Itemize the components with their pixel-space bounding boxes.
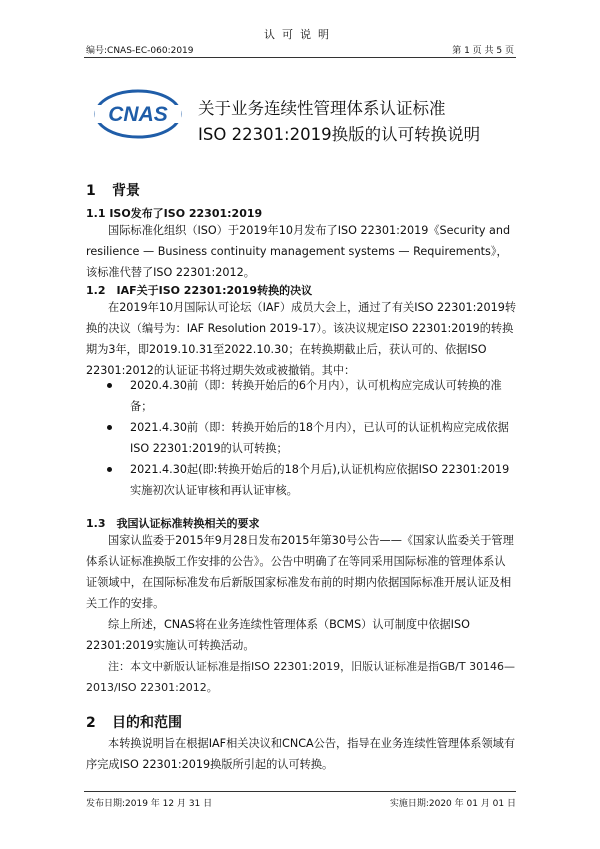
section-2-title: 目的和范围 [112,715,182,731]
bullet-dot [107,425,112,430]
section-1-3-heading: 1.3 我国认证标准转换相关的要求 [86,517,260,530]
bullet-dot [107,383,112,388]
section-1-2-heading: 1.2 IAF关于ISO 22301:2019转换的决议 [86,284,313,297]
section-1-3-paragraph-1: 国家认监委于2015年9月28日发布2015年第30号公告——《国家认监委关于管理体系认证标准换版工作安排的公告》。公告中明确了在等同采用国际标准的管理体系认证领域中，在国际标准发布后新版国家标准发布前的时期内依据国际标准开展认证及相关工作的安排。 [86,534,514,610]
effective-date: 实施日期:2020 年 01 月 01 日 [389,799,516,809]
section-1-2-paragraph: 在2019年10月国际认可论坛（IAF）成员大会上，通过了有关ISO 22301:2019转换的决议（编号为：IAF Resolution 2019-17）。该决议规定ISO 22301:2019的转换期为3年，即2019.10.31至2022.10.30；在转换期截止后，获认可的、依据ISO 22301:2012的认证证书将过期失效或被撤销。其中： [86,301,517,377]
section-1-3-note: 注：本文中新版认证标准是指ISO 22301:2019，旧版认证标准是指GB/T 30146—2013/ISO 22301:2012。 [86,660,516,694]
section-1-title: 背景 [112,183,140,199]
document-title-line1: 关于业务连续性管理体系认证标准 [198,99,446,118]
list-item: 2021.4.30前（即：转换开始后的18个月内），已认可的认证机构应完成依据ISO 22301:2019的认可转换； [130,421,509,455]
section-2-number: 2 [86,715,96,731]
list-item: 2021.4.30起(即:转换开始后的18个月后),认证机构应依据ISO 22301:2019实施初次认证审核和再认证审核。 [130,463,510,497]
section-2-paragraph: 本转换说明旨在根据IAF相关决议和CNCA公告，指导在业务连续性管理体系领域有序完成ISO 22301:2019换版所引起的认可转换。 [86,737,516,771]
section-1-heading [86,180,140,200]
list-item: 2020.4.30前（即：转换开始后的6个月内），认可机构应完成认可转换的准备； [130,379,502,413]
footer-rule [84,791,516,792]
logo-text: CNAS [108,103,168,126]
bullet-dot [107,467,112,472]
section-1-1-heading: 1.1 ISO发布了ISO 22301:2019 [86,207,263,220]
section-1-3-paragraph-2: 综上所述，CNAS将在业务连续性管理体系（BCMS）认可制度中依据ISO 22301:2019实施认可转换活动。 [86,618,470,652]
document-number: 编号:CNAS-EC-060:2019 [86,46,194,56]
header-rule [84,57,516,58]
section-1-1-paragraph: 国际标准化组织（ISO）于2019年10月发布了ISO 22301:2019《Security and resilience — Business continuity management systems — Requirements》，该标准代替了ISO 22301:2012。 [86,224,511,279]
page-indicator: 第 1 页 共 5 页 [452,46,514,56]
section-1-number: 1 [86,183,96,199]
header-title: 认可说明 [264,28,336,41]
issue-date: 发布日期:2019 年 12 月 31 日 [86,799,213,809]
cnas-logo [93,88,183,140]
section-2-heading [86,712,182,732]
document-title-line2: ISO 22301:2019换版的认可转换说明 [198,125,481,144]
